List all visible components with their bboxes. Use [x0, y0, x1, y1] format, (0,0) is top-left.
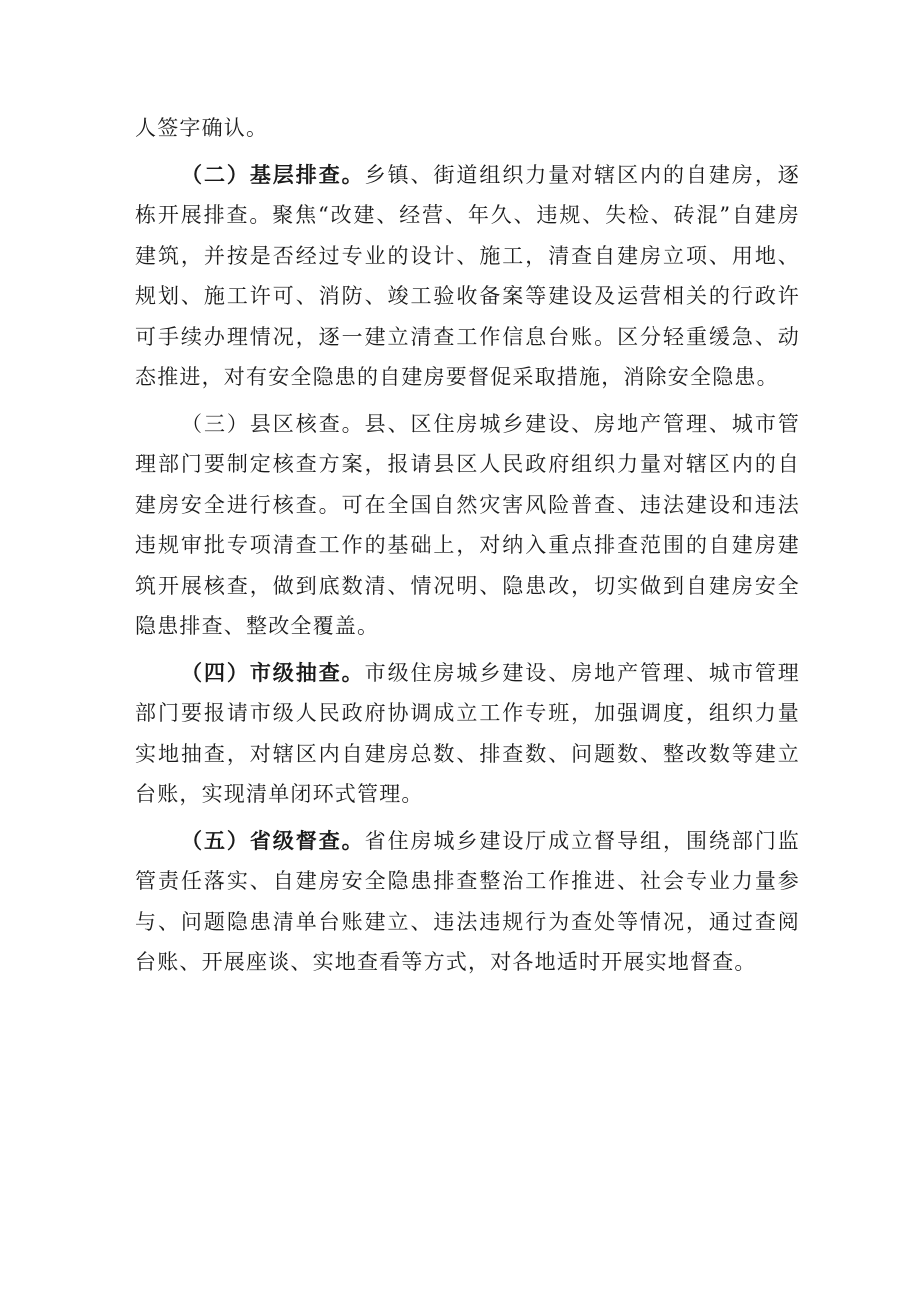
- paragraph-city-spot-check: [135, 653, 800, 815]
- paragraph-heading: （五）省级督查。: [181, 827, 365, 853]
- document-body: [135, 108, 800, 983]
- paragraph-text: 乡镇、街道组织力量对辖区内的自建房，逐栋开展排查。聚焦“改建、经营、年久、违规、失检、砖混”自建房建筑，并按是否经过专业的设计、施工，清查自建房立项、用地、规划、施工许可、消防、竣工验收备案等建设及运营相关的行政许可手续办理情况，逐一建立清查工作信息台账。区分轻重缓急、动态推进，对有安全隐患的自建房要督促采取措施，消除安全隐患。: [135, 162, 800, 389]
- paragraph-heading: （二）基层排查。: [181, 161, 365, 187]
- paragraph-continuation: [135, 108, 800, 149]
- paragraph-text: 市级住房城乡建设、房地产管理、城市管理部门要报请市级人民政府协调成立工作专班，加强调度，组织力量实地抽查，对辖区内自建房总数、排查数、问题数、整改数等建立台账，实现清单闭环式管理。: [135, 660, 800, 806]
- paragraph-county-verification: [135, 404, 800, 647]
- paragraph-provincial-supervision: [135, 821, 800, 983]
- paragraph-text: 省住房城乡建设厅成立督导组，围绕部门监管责任落实、自建房安全隐患排查整治工作推进、社会专业力量参与、问题隐患清单台账建立、违法违规行为查处等情况，通过查阅台账、开展座谈、实地查看等方式，对各地适时开展实地督查。: [135, 828, 800, 974]
- paragraph-text: 县、区住房城乡建设、房地产管理、城市管理部门要制定核查方案，报请县区人民政府组织力量对辖区内的自建房安全进行核查。可在全国自然灾害风险普查、违法建设和违法违规审批专项清查工作的基础上，对纳入重点排查范围的自建房建筑开展核查，做到底数清、情况明、隐患改，切实做到自建房安全隐患排查、整改全覆盖。: [135, 411, 800, 638]
- paragraph-heading: （四）市级抽查。: [181, 659, 365, 685]
- paragraph-heading: （三）县区核查。: [181, 411, 365, 436]
- paragraph-text: 人签字确认。: [135, 116, 269, 140]
- paragraph-grassroots-inspection: [135, 155, 800, 398]
